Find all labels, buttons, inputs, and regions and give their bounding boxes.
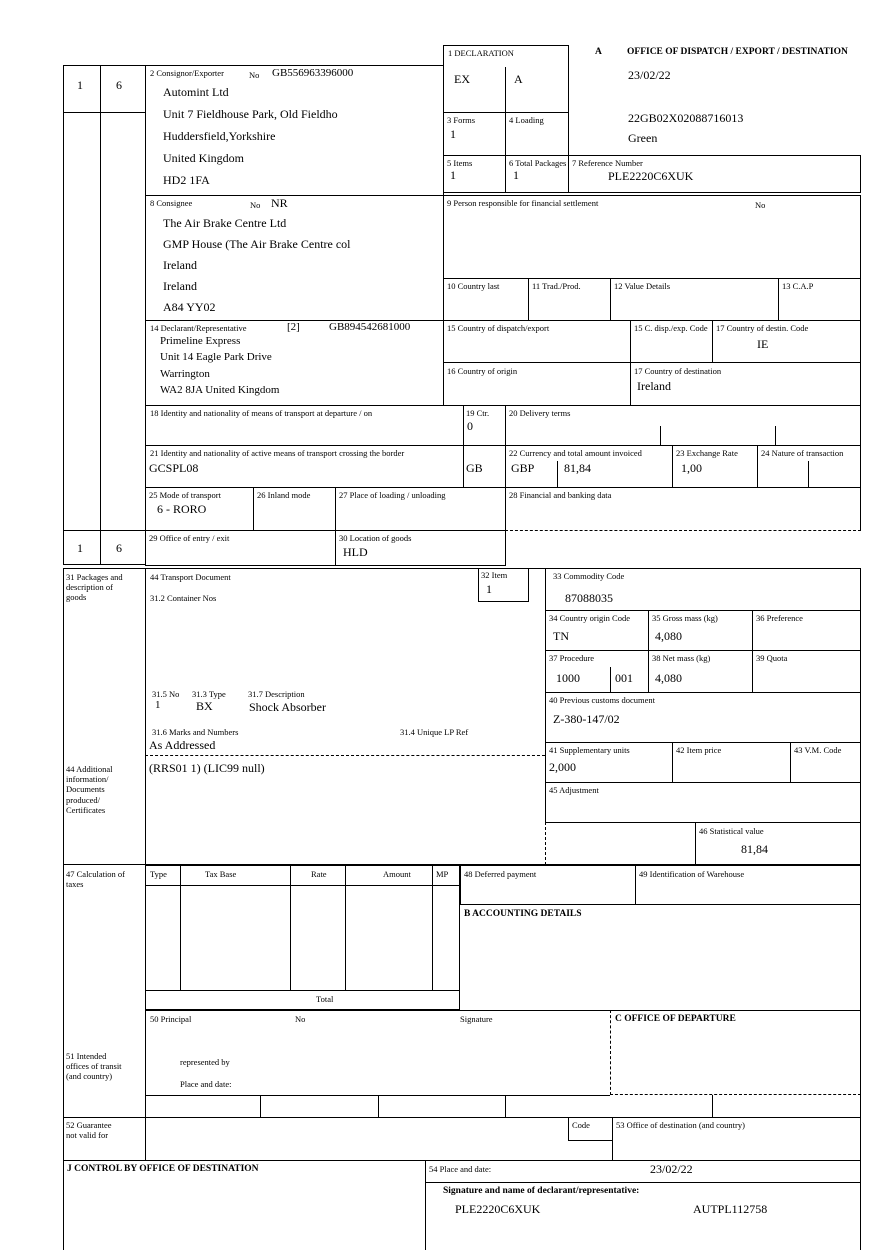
- box-44-value: (RRS01 1) (LIC99 null): [149, 761, 265, 775]
- tax-total-rule: [145, 990, 460, 991]
- dispatch-date: 23/02/22: [628, 68, 671, 82]
- box-21-divider: [463, 445, 464, 488]
- box-42-label: 42 Item price: [676, 745, 722, 755]
- box-39-label: 39 Quota: [756, 653, 788, 663]
- box-5-label: 5 Items: [447, 158, 473, 168]
- box-51-represented-by: represented by: [180, 1057, 230, 1067]
- box-36-label: 36 Preference: [756, 613, 803, 623]
- tax-header-rule: [145, 885, 460, 886]
- box-31-6-label: 31.6 Marks and Numbers: [152, 727, 239, 737]
- box-2-no-label: No: [249, 70, 260, 80]
- box-22-divider: [557, 461, 558, 488]
- copy-number: 1: [77, 78, 83, 92]
- transit-cell-divider: [712, 1095, 713, 1117]
- box-37-value-1: 1000: [556, 671, 580, 685]
- box-54-signature-label: Signature and name of declarant/representative:: [443, 1186, 640, 1196]
- box-31-label: 31 Packages and description of goods: [66, 572, 123, 603]
- box-10-label: 10 Country last: [447, 281, 500, 291]
- box-a-title: OFFICE OF DISPATCH / EXPORT / DESTINATION: [627, 47, 848, 57]
- box-1-label: 1 DECLARATION: [448, 48, 514, 58]
- box-40-label: 40 Previous customs document: [549, 695, 656, 705]
- box-53-left-border: [612, 1117, 613, 1160]
- box-31-4-label: 31.4 Unique LP Ref: [400, 727, 469, 737]
- box-19-label: 19 Ctr.: [466, 408, 490, 418]
- consignee-line: Ireland: [163, 258, 197, 272]
- box-54-reference: PLE2220C6XUK: [455, 1202, 541, 1216]
- box-24-divider: [808, 461, 809, 488]
- box-21-nationality: GB: [466, 461, 483, 475]
- box-9-no-label: No: [755, 200, 766, 210]
- box-8-no-label: No: [250, 200, 261, 210]
- tax-col-base: Tax Base: [205, 869, 237, 879]
- marks-dashed-rule: [145, 755, 545, 756]
- tax-col-rate: Rate: [311, 869, 327, 879]
- box-7-value: PLE2220C6XUK: [608, 169, 694, 183]
- consignor-line: Huddersfield,Yorkshire: [163, 129, 276, 143]
- box-31-6-value: As Addressed: [149, 738, 216, 752]
- declarant-line: Primeline Express: [160, 335, 241, 347]
- box-50-no-label: No: [295, 1014, 306, 1024]
- box-44t-label: 44 Transport Document: [150, 572, 231, 582]
- box-22-currency: GBP: [511, 461, 535, 475]
- box-1-value-a: A: [514, 72, 523, 86]
- tax-col-mp: MP: [436, 869, 449, 879]
- box-2-label: 2 Consignor/Exporter: [150, 68, 224, 78]
- box-15a-label: 15 C. disp./exp. Code: [634, 323, 708, 333]
- box-22-amount: 81,84: [564, 461, 591, 475]
- box-13-label: 13 C.A.P: [782, 281, 814, 291]
- consignor-line: Unit 7 Fieldhouse Park, Old Fieldho: [163, 107, 338, 121]
- box-37-label: 37 Procedure: [549, 653, 595, 663]
- box-29-label: 29 Office of entry / exit: [149, 533, 230, 543]
- box-51-label: 51 Intended offices of transit (and country): [66, 1051, 122, 1082]
- code-cell-bottom: [568, 1140, 612, 1141]
- box-25-value: 6 - RORO: [157, 502, 207, 516]
- box-54-label: 54 Place and date:: [429, 1164, 492, 1174]
- box-1-value-ex: EX: [454, 72, 470, 86]
- box-32-label: 32 Item: [481, 570, 508, 580]
- box-1-divider: [505, 67, 506, 113]
- tax-col-divider: [345, 865, 346, 990]
- declarant-line: WA2 8JA United Kingdom: [160, 384, 280, 396]
- copy-strip-divider: [100, 65, 101, 565]
- box-34-value: TN: [553, 629, 569, 643]
- copy-number: 6: [116, 541, 122, 555]
- row-j-top-rule: [63, 1160, 861, 1161]
- box-31-7-value: Shock Absorber: [249, 700, 326, 714]
- box-3-value: 1: [450, 127, 456, 141]
- box-a-prefix: A: [595, 47, 602, 57]
- consignee-line: Ireland: [163, 279, 197, 293]
- box-j-label: J CONTROL BY OFFICE OF DESTINATION: [67, 1164, 259, 1174]
- box-38-label: 38 Net mass (kg): [652, 653, 711, 663]
- box-54-inner-rule: [425, 1182, 861, 1183]
- box-44-label: 44 Additional information/ Documents produced/ Certificates: [66, 764, 113, 815]
- box-35-label: 35 Gross mass (kg): [652, 613, 718, 623]
- box-25-label: 25 Mode of transport: [149, 490, 222, 500]
- box-5-value: 1: [450, 168, 456, 182]
- box-19-value: 0: [467, 419, 473, 433]
- box-21-value: GCSPL08: [149, 461, 199, 475]
- box-45-label: 45 Adjustment: [549, 785, 599, 795]
- stat-value-dashed-rule: [545, 822, 695, 823]
- box-17-label: 17 Country of destination: [634, 366, 722, 376]
- declarant-line: Unit 14 Eagle Park Drive: [160, 351, 272, 363]
- box-47-tax-table: [145, 865, 460, 1010]
- stat-value-dashed-divider: [545, 822, 546, 865]
- box-31-7-label: 31.7 Description: [248, 689, 305, 699]
- box-22-label: 22 Currency and total amount invoiced: [509, 448, 642, 458]
- box-15-label: 15 Country of dispatch/export: [447, 323, 550, 333]
- box-48-label: 48 Deferred payment: [464, 869, 537, 879]
- box-11-label: 11 Trad./Prod.: [532, 281, 581, 291]
- box-34-label: 34 Country origin Code: [549, 613, 630, 623]
- box-21-label: 21 Identity and nationality of active means of transport crossing the border: [150, 448, 405, 458]
- box-23-label: 23 Exchange Rate: [676, 448, 738, 458]
- box-46-value: 81,84: [741, 842, 768, 856]
- box-33-value: 87088035: [565, 591, 613, 605]
- consignee-line: GMP House (The Air Brake Centre col: [163, 237, 351, 251]
- box-43-label: 43 V.M. Code: [794, 745, 842, 755]
- box-4-label: 4 Loading: [509, 115, 544, 125]
- box-12-label: 12 Value Details: [614, 281, 671, 291]
- tax-col-amount: Amount: [383, 869, 411, 879]
- box-30-label: 30 Location of goods: [339, 533, 412, 543]
- box-54-left-border: [425, 1160, 426, 1250]
- box-24-label: 24 Nature of transaction: [761, 448, 844, 458]
- transit-cell-divider: [260, 1095, 261, 1117]
- copy-strip-top-rule: [63, 112, 146, 113]
- tax-col-divider: [290, 865, 291, 990]
- box-31-5-label: 31.5 No: [152, 689, 180, 699]
- box-8-id: NR: [271, 196, 288, 210]
- box-28-label: 28 Financial and banking data: [509, 490, 612, 500]
- box-14-eori: GB894542681000: [329, 321, 411, 333]
- tax-col-type: Type: [150, 869, 167, 879]
- consignor-line: HD2 1FA: [163, 173, 210, 187]
- consignee-line: The Air Brake Centre Ltd: [163, 216, 287, 230]
- box-41-label: 41 Supplementary units: [549, 745, 630, 755]
- outer-left-border: [63, 865, 64, 1250]
- box-53-label: 53 Office of destination (and country): [616, 1120, 745, 1130]
- box-20-label: 20 Delivery terms: [509, 408, 571, 418]
- box-46-label: 46 Statistical value: [699, 826, 764, 836]
- box-41-value: 2,000: [549, 760, 576, 774]
- box-18-label: 18 Identity and nationality of means of transport at departure / on: [150, 408, 373, 418]
- box-52-code-label: Code: [572, 1120, 590, 1130]
- tax-col-divider: [432, 865, 433, 990]
- box-17a-label: 17 Country of destin. Code: [716, 323, 809, 333]
- box-33-label: 33 Commodity Code: [553, 571, 625, 581]
- box-31-3-value: BX: [196, 699, 213, 713]
- box-50-signature-label: Signature: [460, 1014, 493, 1024]
- box-54-declarant-name: AUTPL112758: [693, 1202, 768, 1216]
- box-47-label: 47 Calculation of taxes: [66, 869, 126, 890]
- box-14-label: 14 Declarant/Representative: [150, 323, 247, 333]
- box-2-eori: GB556963396000: [272, 67, 354, 79]
- box-27-label: 27 Place of loading / unloading: [339, 490, 446, 500]
- box-30-value: HLD: [343, 545, 368, 559]
- tax-total-label: Total: [316, 994, 334, 1004]
- box-6-value: 1: [513, 168, 519, 182]
- row-52-top-rule: [63, 1117, 861, 1118]
- box-6-label: 6 Total Packages: [509, 158, 567, 168]
- tax-col-divider: [180, 865, 181, 990]
- box-51-place-date: Place and date:: [180, 1079, 232, 1089]
- mrn-value: 22GB02X02088716013: [628, 111, 744, 125]
- code-cell-left: [568, 1117, 569, 1140]
- box-23-value: 1,00: [681, 461, 702, 475]
- box-37-value-2: 001: [615, 671, 633, 685]
- box-37-divider: [610, 667, 611, 692]
- consignee-line: A84 YY02: [163, 300, 216, 314]
- box-14-code: [2]: [287, 321, 300, 333]
- box-50-label: 50 Principal: [150, 1014, 192, 1024]
- box-7-label: 7 Reference Number: [572, 158, 643, 168]
- box-17-value: Ireland: [637, 379, 671, 393]
- box-52-label: 52 Guarantee not valid for: [66, 1120, 112, 1141]
- consignor-line: United Kingdom: [163, 151, 244, 165]
- left-column-divider: [145, 1010, 146, 1160]
- box-31-3-label: 31.3 Type: [192, 689, 226, 699]
- box-31-2-label: 31.2 Container Nos: [150, 593, 217, 603]
- box-c-label: C OFFICE OF DEPARTURE: [615, 1014, 736, 1024]
- box-54-date: 23/02/22: [650, 1162, 693, 1176]
- declarant-line: Warrington: [160, 368, 210, 380]
- box-35-value: 4,080: [655, 629, 682, 643]
- box-8-label: 8 Consignee: [150, 198, 193, 208]
- box-38-value: 4,080: [655, 671, 682, 685]
- box-16-label: 16 Country of origin: [447, 366, 518, 376]
- box-20-tick: [775, 426, 776, 446]
- box-26-label: 26 Inland mode: [257, 490, 311, 500]
- box-b-label: B ACCOUNTING DETAILS: [464, 909, 582, 919]
- copy-number: 1: [77, 541, 83, 555]
- consignor-line: Automint Ltd: [163, 85, 229, 99]
- transit-cell-divider: [378, 1095, 379, 1117]
- box-9-label: 9 Person responsible for financial settlement: [447, 198, 599, 208]
- copy-strip-bottom-rule: [63, 530, 146, 531]
- copy-number: 6: [116, 78, 122, 92]
- routing-value: Green: [628, 131, 658, 145]
- box-3-label: 3 Forms: [447, 115, 476, 125]
- box-17a-value: IE: [757, 337, 769, 351]
- box-20-tick: [660, 426, 661, 446]
- goods-left-divider: [145, 568, 146, 865]
- box-32-value: 1: [486, 582, 492, 596]
- copy-strip-box: [63, 65, 146, 565]
- box-49-label: 49 Identification of Warehouse: [639, 869, 745, 879]
- box-31-5-value: 1: [155, 699, 161, 711]
- transit-cell-divider: [505, 1095, 506, 1117]
- box-40-value: Z-380-147/02: [553, 712, 620, 726]
